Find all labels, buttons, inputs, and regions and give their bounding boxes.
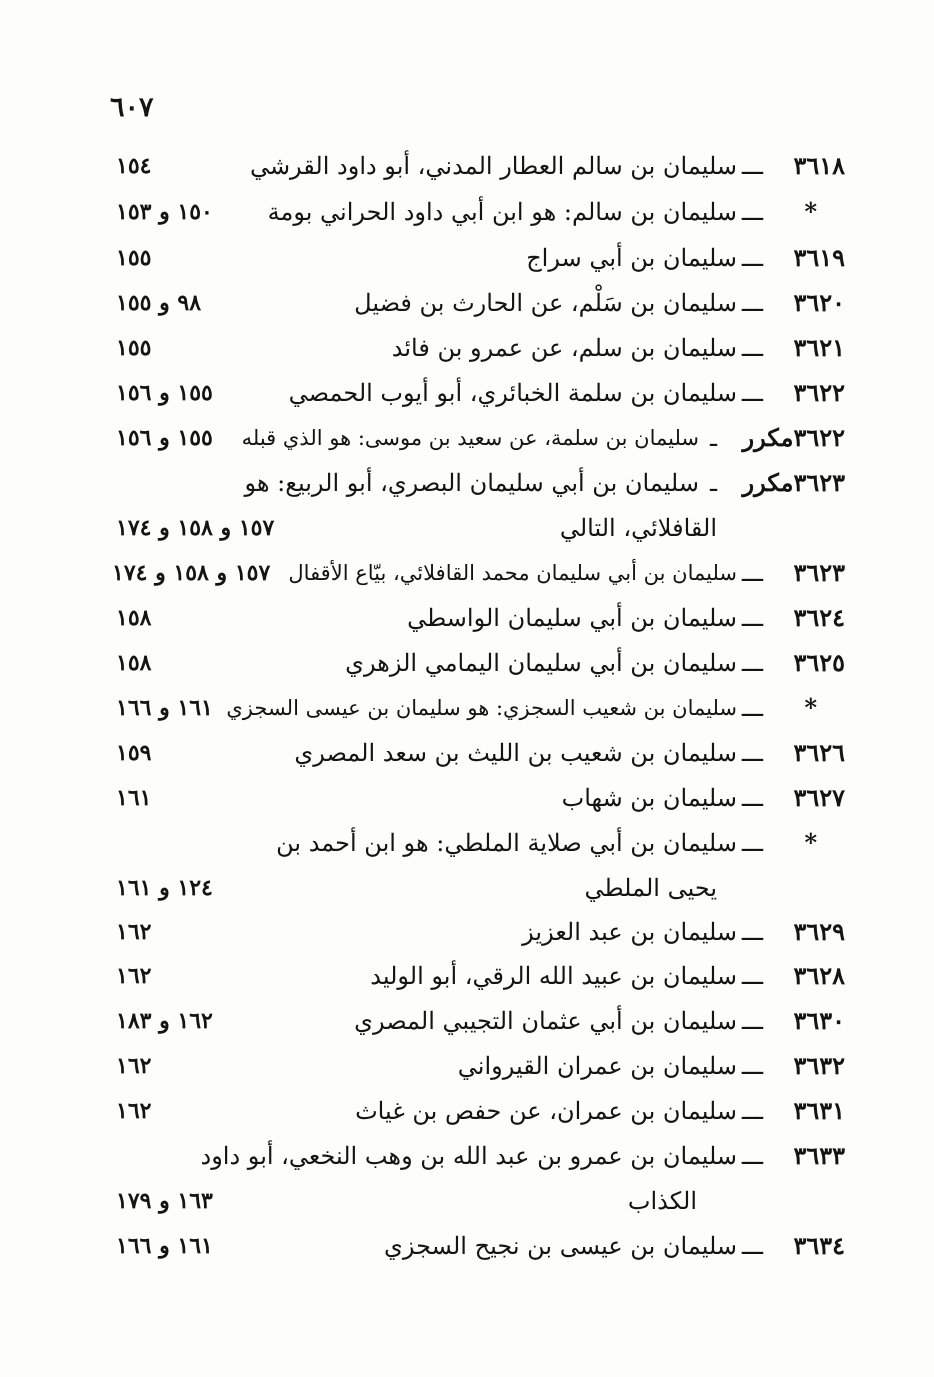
entry-pages: ١٥٨ (116, 605, 152, 631)
entry-name: الكذاب (627, 1187, 697, 1215)
entry-name: سليمان بن سلمة، عن سعيد بن موسى: هو الذي قبله (241, 426, 699, 450)
entry-pages: ١٥٨ (116, 650, 152, 676)
entry-name: سليمان بن شعيب السجزي: هو سليمان بن عيسى السجزي (226, 696, 737, 720)
entry-name: القافلائي، التالي (559, 514, 717, 542)
entry-number: ٣٦٢١ (793, 333, 845, 362)
entry-pages: ١٢٤ و ١٦١ (116, 875, 213, 901)
entry-number: ٣٦٣٠ (793, 1006, 845, 1035)
entry-pages: ١٦٢ (116, 919, 152, 945)
entry-name: سليمان بن أبي صلاية الملطي: هو ابن أحمد بن (276, 829, 737, 857)
entry-name: سليمان بن عمران، عن حفص بن غياث (355, 1097, 737, 1125)
entry-name: سليمان بن عبد العزيز (522, 918, 737, 946)
entry-pages: ١٥٥ و ١٥٦ (116, 380, 213, 406)
entry-dash: ـــ (741, 1142, 763, 1170)
entry-dash: ـــ (741, 1007, 763, 1035)
entry-pages: ١٦١ و ١٦٦ (116, 1233, 213, 1259)
entry-name: سليمان بن سلمة الخبائري، أبو أيوب الحمصي (288, 379, 737, 407)
entry-number: ٣٦٢٨ (793, 961, 845, 990)
entry-dash: ـــ (741, 244, 763, 272)
entry-number: ٣٦٣٣ (793, 1141, 845, 1170)
entry-name: يحيى الملطي (584, 874, 717, 902)
entry-name: سليمان بن سلم، عن عمرو بن فائد (391, 334, 737, 362)
entry-dash: ـــ (741, 559, 763, 587)
entry-pages: ١٥٠ و ١٥٣ (116, 199, 213, 225)
entry-name: سليمان بن شعيب بن الليث بن سعد المصري (294, 739, 737, 767)
entry-number: ٣٦٣٢ (793, 1051, 845, 1080)
entry-dash: ـــ (741, 604, 763, 632)
entry-name: سليمان بن شهاب (561, 784, 737, 812)
entry-pages: ١٦١ و ١٦٦ (116, 695, 213, 721)
entry-star-marker: * (804, 693, 817, 722)
entry-dash: ـــ (741, 1097, 763, 1125)
entry-number: ٣٦٢٢ (793, 378, 845, 407)
entry-number: ٣٦٢٩ (793, 917, 845, 946)
index-entry (100, 283, 845, 323)
entry-pages: ١٥٧ و ١٥٨ و ١٧٤ (116, 515, 275, 541)
entry-pages: ١٥٤ (116, 153, 152, 179)
index-entry (100, 553, 845, 593)
entry-number: ٣٦٢٢مكرر (742, 423, 845, 452)
entry-pages: ١٦٣ و ١٧٩ (116, 1188, 213, 1214)
index-entry (100, 688, 845, 728)
entry-pages: ١٦٢ (116, 1053, 152, 1079)
entry-number: ٣٦١٩ (793, 243, 845, 272)
index-entry-continuation (100, 1181, 845, 1221)
entry-pages: ١٥٩ (116, 740, 152, 766)
entry-dash: ـــ (741, 334, 763, 362)
index-entry (100, 238, 845, 278)
entry-star-marker: * (804, 828, 817, 857)
entry-number: ٣٦٢٣ (793, 558, 845, 587)
entry-number: ٣٦٢٠ (793, 288, 845, 317)
index-entry (100, 1046, 845, 1086)
entry-pages: ١٦٢ و ١٨٣ (116, 1008, 213, 1034)
entry-dash: ـــ (741, 379, 763, 407)
index-entry (100, 1091, 845, 1131)
entry-number: ٣٦٣١ (793, 1096, 845, 1125)
index-entry (100, 418, 845, 458)
entry-pages: ١٥٥ (116, 245, 152, 271)
entry-dash: ـــ (741, 784, 763, 812)
index-entry (100, 1136, 845, 1176)
entry-star-marker: * (804, 197, 817, 226)
entry-number: ٣٦٢٦ (793, 738, 845, 767)
entry-name: سليمان بن عمران القيرواني (457, 1052, 737, 1080)
entry-name: سليمان بن أبي سليمان محمد القافلائي، بيّاع الأقفال (288, 561, 737, 585)
index-entry (100, 733, 845, 773)
entry-dash: ـ (709, 424, 717, 452)
entry-pages: ٩٨ و ١٥٥ (116, 290, 202, 316)
entry-dash: ـــ (741, 1052, 763, 1080)
entry-dash: ـــ (741, 198, 763, 226)
entry-dash: ـــ (741, 649, 763, 677)
entry-pages: ١٥٥ و ١٥٦ (116, 425, 213, 451)
index-entry (100, 823, 845, 863)
entry-pages: ١٦٢ (116, 963, 152, 989)
index-entry (100, 1001, 845, 1041)
index-entry (100, 778, 845, 818)
entry-number: ٣٦٢٤ (793, 603, 845, 632)
entry-number: ٣٦١٨ (793, 151, 845, 180)
entry-name: سليمان بن أبي سليمان اليمامي الزهري (345, 649, 737, 677)
entry-name: سليمان بن أبي عثمان التجيبي المصري (354, 1007, 737, 1035)
entry-number: ٣٦٣٤ (793, 1231, 845, 1260)
entry-name: سليمان بن أبي سليمان البصري، أبو الربيع: هو (244, 469, 699, 497)
entry-dash: ـــ (741, 829, 763, 857)
entry-name: سليمان بن سالم العطار المدني، أبو داود القرشي (249, 152, 737, 180)
index-entry (100, 463, 845, 503)
entry-dash: ـــ (741, 289, 763, 317)
entry-number: ٣٦٢٥ (793, 648, 845, 677)
entry-name: سليمان بن عمرو بن عبد الله بن وهب النخعي، أبو داود (200, 1142, 737, 1170)
entry-name: سليمان بن سالم: هو ابن أبي داود الحراني بومة (267, 198, 737, 226)
index-entry (100, 643, 845, 683)
index-entry-continuation (100, 508, 845, 548)
index-entry (100, 192, 845, 232)
entry-name: سليمان بن عبيد الله الرقي، أبو الوليد (370, 962, 737, 990)
index-entry (100, 328, 845, 368)
entry-number: ٣٦٢٣مكرر (742, 468, 845, 497)
entry-dash: ـــ (741, 918, 763, 946)
entry-name: سليمان بن أبي سليمان الواسطي (407, 604, 737, 632)
entry-name: سليمان بن عيسى بن نجيح السجزي (384, 1232, 737, 1260)
page-number: ٦٠٧ (110, 92, 154, 123)
entry-name: سليمان بن أبي سراج (526, 244, 737, 272)
index-entry (100, 956, 845, 996)
entry-name: سليمان بن سَلْم، عن الحارث بن فضيل (354, 289, 737, 317)
entry-dash: ـــ (741, 739, 763, 767)
index-entry (100, 1226, 845, 1266)
index-entry (100, 146, 845, 186)
index-entry (100, 912, 845, 952)
index-entry (100, 598, 845, 638)
entry-dash: ـــ (741, 152, 763, 180)
entry-pages: ١٥٥ (116, 335, 152, 361)
index-entry-continuation (100, 868, 845, 908)
entry-dash: ـــ (741, 962, 763, 990)
entry-pages: ١٦٢ (116, 1098, 152, 1124)
entry-number: ٣٦٢٧ (793, 783, 845, 812)
index-entry (100, 373, 845, 413)
entry-dash: ـ (709, 469, 717, 497)
entry-dash: ـــ (741, 694, 763, 722)
entry-dash: ـــ (741, 1232, 763, 1260)
entry-pages: ١٦١ (116, 785, 152, 811)
entry-pages: ١٥٧ و ١٥٨ و ١٧٤ (112, 560, 271, 586)
